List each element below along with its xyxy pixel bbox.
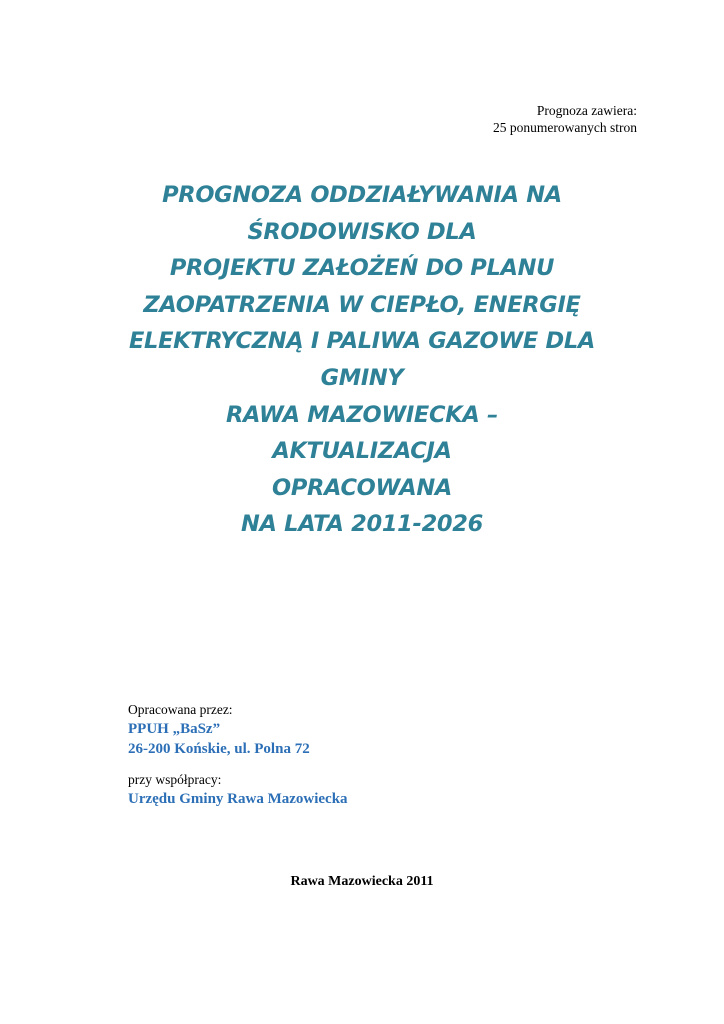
title-line: ZAOPATRZENIA W CIEPŁO, ENERGIĘ	[143, 291, 581, 318]
spacer	[128, 759, 348, 771]
place-and-year: Rawa Mazowiecka 2011	[290, 874, 434, 889]
prepared-by-label: Opracowana przez:	[128, 702, 233, 717]
title-line: AKTUALIZACJA	[272, 438, 452, 465]
document-title	[0, 177, 724, 543]
title-line: ELEKTRYCZNĄ I PALIWA GAZOWE DLA	[128, 328, 595, 355]
page-count-value: 25 ponumerowanych stron	[493, 120, 637, 135]
title-line: RAWA MAZOWIECKA –	[226, 401, 498, 428]
title-line: OPRACOWANA	[272, 474, 452, 501]
credits-block	[128, 701, 348, 809]
title-line: GMINY	[320, 364, 404, 391]
title-line: PROJEKTU ZAŁOŻEŃ DO PLANU	[169, 255, 555, 282]
partner-name: Urzędu Gminy Rawa Mazowiecka	[128, 791, 348, 807]
title-line: ŚRODOWISKO DLA	[247, 218, 477, 245]
page-count-note	[493, 102, 637, 136]
title-line: PROGNOZA ODDZIAŁYWANIA NA	[162, 182, 562, 208]
company-address: 26-200 Końskie, ul. Polna 72	[128, 741, 310, 757]
company-name: PPUH „BaSz”	[128, 721, 221, 737]
cooperation-label: przy współpracy:	[128, 772, 222, 787]
page-count-label: Prognoza zawiera:	[536, 103, 637, 118]
title-line: NA LATA 2011-2026	[240, 511, 483, 538]
